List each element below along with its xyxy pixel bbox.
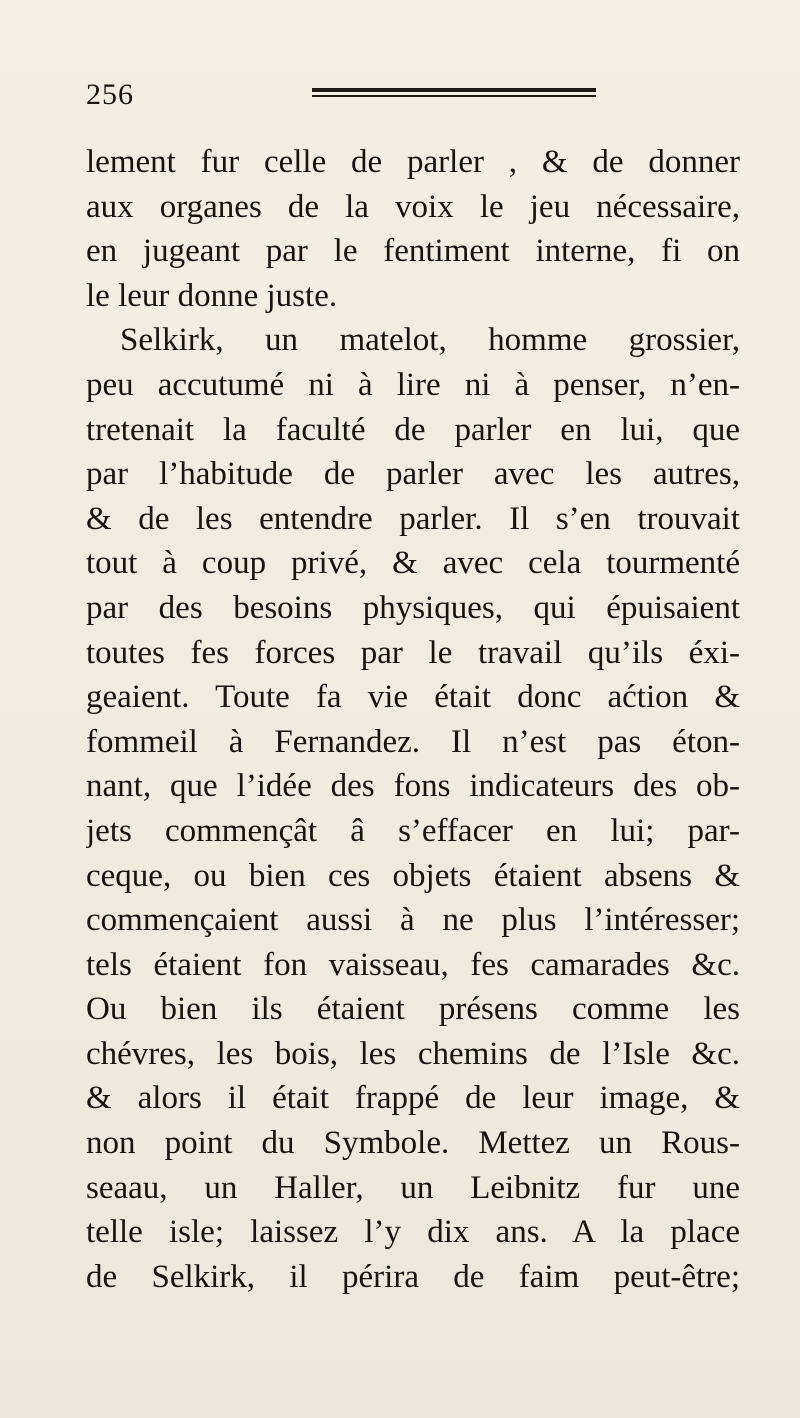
text-line: tout à coup privé, & avec cela tourmenté bbox=[86, 545, 740, 582]
text-line: jets commençât â s’effacer en lui; par- bbox=[86, 812, 740, 849]
text-line: peu accutumé ni à lire ni à penser, n’en- bbox=[86, 366, 740, 403]
page-header bbox=[86, 72, 726, 112]
text-line: Selkirk, un matelot, homme grossier, bbox=[120, 322, 740, 359]
text-line: de Selkirk, il périra de faim peut-être; bbox=[86, 1258, 740, 1295]
text-line: le leur donne juste. bbox=[86, 277, 338, 314]
header-rule-thin bbox=[312, 95, 596, 97]
text-line: aux organes de la voix le jeu nécessaire, bbox=[86, 188, 740, 225]
text-line: commençaient aussi à ne plus l’intéresser; bbox=[86, 902, 740, 939]
body-text bbox=[86, 140, 740, 1299]
text-line: toutes fes forces par le travail qu’ils éxi- bbox=[86, 634, 740, 671]
text-line: par des besoins physiques, qui épuisaient bbox=[86, 589, 740, 626]
header-rule-thick bbox=[312, 88, 596, 92]
text-line: geaient. Toute fa vie était donc aćtion & bbox=[86, 679, 740, 716]
text-line: telle isle; laissez l’y dix ans. A la place bbox=[86, 1214, 740, 1251]
text-line: & de les entendre parler. Il s’en trouvait bbox=[86, 500, 740, 537]
text-line: par l’habitude de parler avec les autres, bbox=[86, 456, 740, 493]
text-line: ceque, ou bien ces objets étaient absens & bbox=[86, 857, 740, 894]
text-line: lement fur celle de parler , & de donner bbox=[86, 144, 740, 180]
text-line: tels étaient fon vaisseau, fes camarades &c. bbox=[86, 946, 740, 983]
text-line: & alors il était frappé de leur image, & bbox=[86, 1080, 740, 1117]
text-line: nant, que l’idée des fons indicateurs des ob- bbox=[86, 768, 740, 805]
text-line: chévres, les bois, les chemins de l’Isle &c. bbox=[86, 1035, 740, 1072]
text-line: Ou bien ils étaient présens comme les bbox=[86, 991, 740, 1028]
text-line: fommeil à Fernandez. Il n’est pas éton- bbox=[86, 723, 740, 760]
text-line: en jugeant par le fentiment interne, fi on bbox=[86, 233, 740, 270]
page-number: 256 bbox=[86, 78, 134, 111]
text-line: non point du Symbole. Mettez un Rous- bbox=[86, 1125, 740, 1162]
text-line: tretenait la faculté de parler en lui, que bbox=[86, 411, 740, 448]
header-rule bbox=[312, 88, 596, 98]
text-line: seaau, un Haller, un Leibnitz fur une bbox=[86, 1169, 740, 1206]
